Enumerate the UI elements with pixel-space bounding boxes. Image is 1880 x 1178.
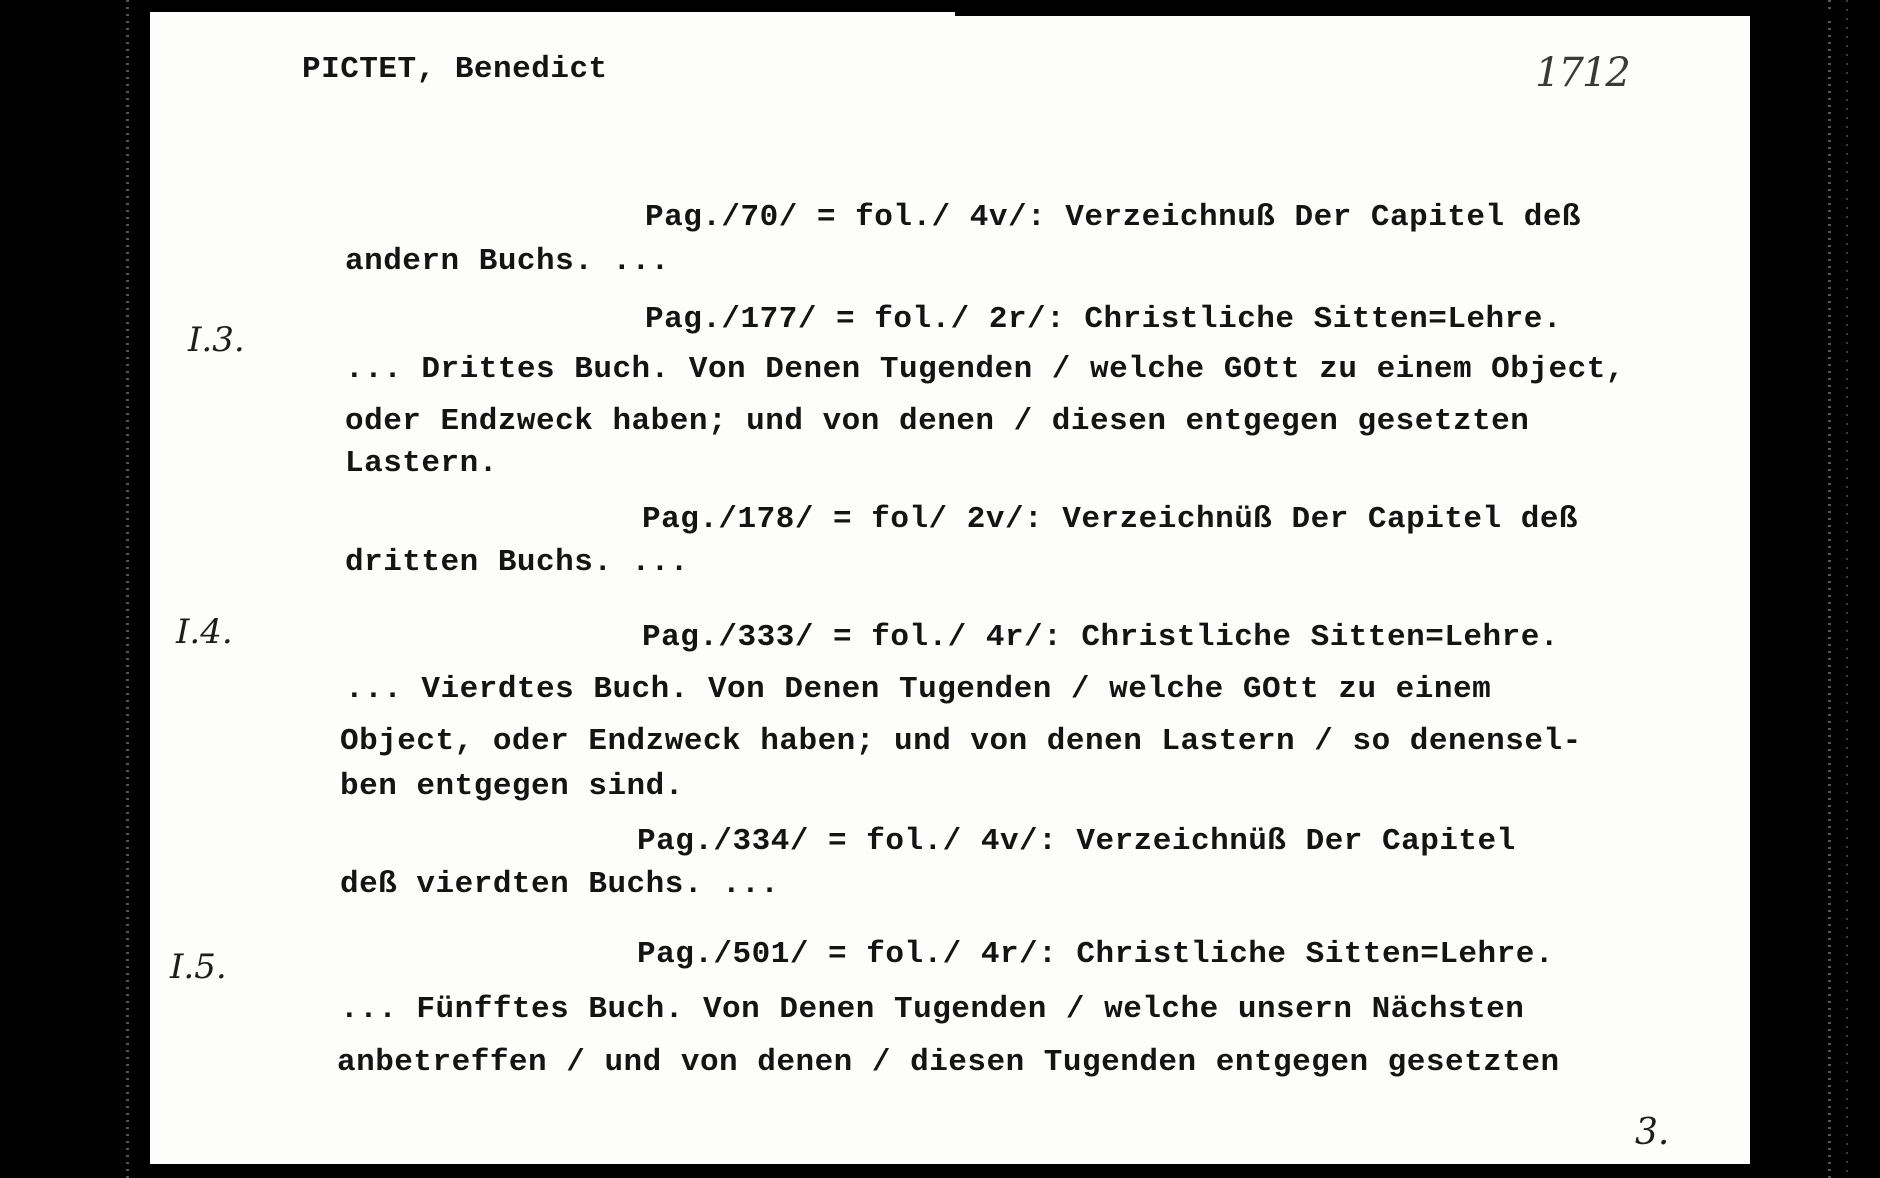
margin-mark-1: I.3. <box>188 320 245 360</box>
text-line: Pag./178/ = fol/ 2v/: Verzeichnüß Der Capitel deß <box>642 502 1579 537</box>
text-line: anbetreffen / und von denen / diesen Tugenden entgegen gesetzten <box>337 1045 1560 1080</box>
text-line: oder Endzweck haben; und von denen / diesen entgegen gesetzten <box>345 404 1530 439</box>
text-line: Pag./334/ = fol./ 4v/: Verzeichnüß Der Capitel <box>637 824 1516 859</box>
text-line: Pag./70/ = fol./ 4v/: Verzeichnuß Der Capitel deß <box>645 200 1582 235</box>
text-line: ... Drittes Buch. Von Denen Tugenden / welche GOtt zu einem Object, <box>345 352 1625 387</box>
index-card <box>150 12 1750 1164</box>
margin-mark-2: I.4. <box>176 612 233 652</box>
text-line: ... Vierdtes Buch. Von Denen Tugenden / welche GOtt zu einem <box>345 672 1492 707</box>
text-line: deß vierdten Buchs. ... <box>340 867 780 902</box>
text-line: dritten Buchs. ... <box>345 545 689 580</box>
text-line: Pag./177/ = fol./ 2r/: Christliche Sitten=Lehre. <box>645 302 1562 337</box>
text-line: ... Fünfftes Buch. Von Denen Tugenden / welche unsern Nächsten <box>340 992 1525 1027</box>
card-number: 1712 <box>1535 50 1629 96</box>
text-line: Pag./501/ = fol./ 4r/: Christliche Sitten=Lehre. <box>637 937 1554 972</box>
text-line: Lastern. <box>345 446 498 481</box>
film-edge-right <box>1828 0 1831 1178</box>
text-line: Pag./333/ = fol./ 4r/: Christliche Sitten=Lehre. <box>642 620 1559 655</box>
text-line: ben entgegen sind. <box>340 769 684 804</box>
film-edge-left <box>126 0 129 1178</box>
film-edge-right-2 <box>1846 0 1848 1178</box>
page-number: 3. <box>1635 1112 1670 1153</box>
card-top-edge <box>955 12 1880 16</box>
margin-mark-3: I.5. <box>170 947 227 987</box>
text-line: andern Buchs. ... <box>345 244 670 279</box>
card-heading: PICTET, Benedict <box>302 52 608 87</box>
text-line: Object, oder Endzweck haben; und von denen Lastern / so denensel- <box>340 724 1582 759</box>
